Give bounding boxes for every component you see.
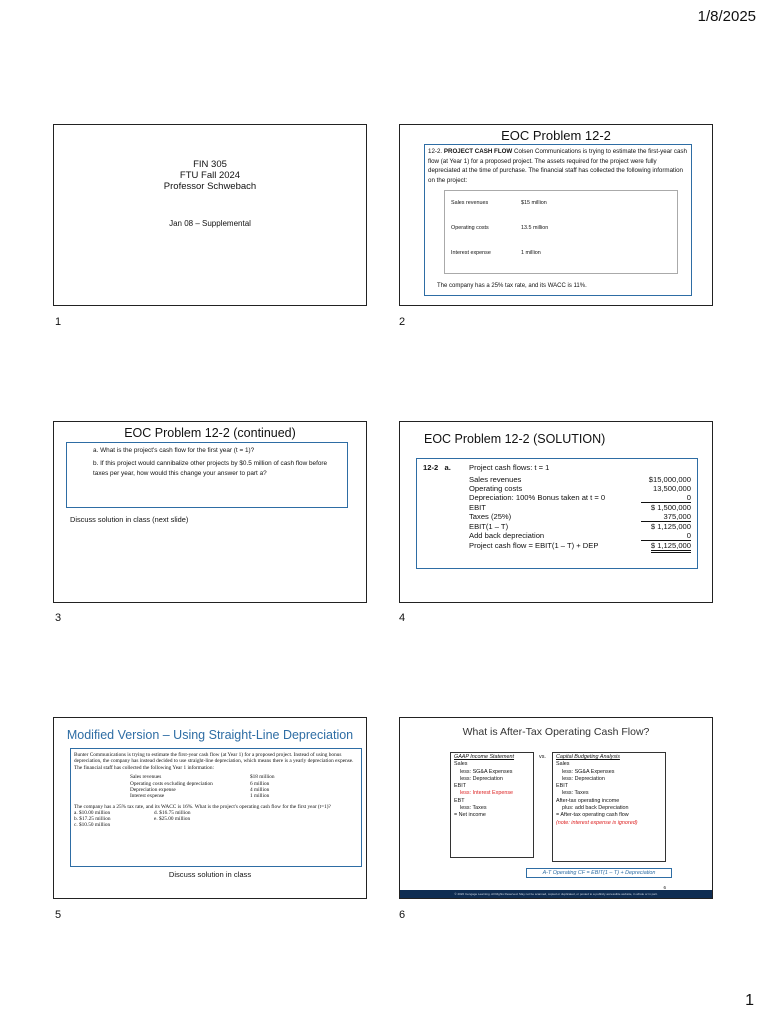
- project-info-table: [444, 190, 678, 274]
- cap-line: After-tax operating income: [556, 797, 620, 804]
- cap-line: = After-tax operating cash flow: [556, 812, 629, 819]
- solution-heading-text: Project cash flows: t = 1: [469, 463, 550, 472]
- problem-intro: Bunter Communications is trying to estimate the first-year cash flow (at Year 1) for a proposed project. Instead of using bonus depreciation, the company has instead decided to use straight-line depreciation, which means there is a yearly depreciation expense. The financial staff has collected the following Year 1 information:: [74, 752, 354, 771]
- gaap-line: = Net income: [454, 812, 486, 819]
- solution-row-value: 0: [641, 531, 691, 541]
- info-row: Operating costs excluding depreciation 6 million: [130, 780, 270, 787]
- slide-2[interactable]: [399, 124, 713, 306]
- cap-line: plus: add back Depreciation: [562, 805, 629, 812]
- discuss-note: Discuss solution in class: [168, 870, 252, 879]
- solution-row-label: Project cash flow = EBIT(1 – T) + DEP: [469, 541, 599, 550]
- discuss-note: Discuss solution in class (next slide): [70, 515, 189, 524]
- print-date: 1/8/2025: [697, 8, 756, 25]
- capital-budgeting-analysis: [552, 752, 666, 862]
- slide-number: 3: [55, 612, 62, 624]
- slide-5[interactable]: [53, 717, 367, 899]
- question-a: a. What is the project's cash flow for the first year (t = 1)?: [93, 447, 255, 454]
- solution-row-value: $15,000,000: [648, 475, 691, 484]
- copyright-bar: © 2020 Cengage Learning. All Rights Reserved. May not be scanned, copied or duplicated, or posted to a publicly accessible website, in whole or in part.: [400, 890, 712, 898]
- solution-row-label: EBIT: [469, 503, 486, 512]
- slide-6[interactable]: [399, 717, 713, 899]
- gaap-line: EBT: [454, 797, 465, 804]
- solution-row-label: Taxes (25%): [469, 512, 512, 521]
- gaap-header: GAAP Income Statement: [454, 754, 515, 760]
- slide-number: 2: [399, 316, 406, 328]
- solution-heading: 12-2 a.: [423, 463, 451, 472]
- slide-subtitle: Jan 08 – Supplemental: [169, 219, 251, 228]
- gaap-income-statement: [450, 752, 534, 858]
- problem-heading: PROJECT CASH FLOW: [443, 148, 513, 155]
- solution-row-value: 13,500,000: [652, 484, 691, 493]
- page-number: 1: [745, 992, 754, 1009]
- slide-title: Modified Version – Using Straight-Line Depreciation: [66, 728, 354, 742]
- gaap-line: EBIT: [454, 783, 466, 790]
- professor-name: Professor Schwebach: [163, 181, 257, 192]
- gaap-line: less: SG&A Expenses: [460, 768, 513, 775]
- slide-title: EOC Problem 12-2 (continued): [124, 426, 296, 440]
- slide-3[interactable]: [53, 421, 367, 603]
- gaap-line: less: Depreciation: [460, 775, 503, 782]
- project-info-table: [130, 774, 358, 800]
- tax-rate-note: The company has a 25% tax rate, and its WACC is 11%.: [437, 283, 587, 290]
- solution-row-label: Depreciation: 100% Bonus taken at t = 0: [469, 493, 606, 502]
- cap-line: Sales: [556, 761, 570, 768]
- slide-number: 1: [55, 316, 62, 328]
- solution-row-label: Sales revenues: [469, 475, 522, 484]
- solution-row-value: $ 1,125,000: [651, 541, 691, 553]
- info-row: Interest expense 1 million: [451, 250, 541, 257]
- inner-page-number: 6: [663, 885, 666, 890]
- course-code: FIN 305: [193, 159, 227, 170]
- slide-title: EOC Problem 12-2: [501, 128, 611, 143]
- cap-header: Capital Budgeting Analysis: [556, 754, 620, 760]
- problem-box: [70, 748, 362, 867]
- question-b: b. If this project would cannibalize other projects by $0.5 million of cash flow before taxes per year, how would this change your answer to part a?: [93, 460, 328, 477]
- solution-row-value: $ 1,500,000: [650, 503, 691, 512]
- solution-row-label: Operating costs: [469, 484, 523, 493]
- questions-box: [66, 442, 348, 508]
- solution-row-label: EBIT(1 – T): [469, 522, 509, 531]
- cap-line: less: SG&A Expenses: [562, 768, 615, 775]
- cap-line: EBIT: [556, 783, 568, 790]
- cap-note: (note: interest expense is ignored): [556, 819, 638, 826]
- slide-1[interactable]: [53, 124, 367, 306]
- slide-number: 5: [55, 909, 62, 921]
- answer-choice[interactable]: d. $16.75 million: [154, 810, 191, 817]
- slide-number: 6: [399, 909, 406, 921]
- slide-title: EOC Problem 12-2 (SOLUTION): [424, 432, 606, 446]
- info-row: Operating costs 13.5 million: [451, 225, 549, 232]
- formula-box: A-T Operating CF = EBIT(1 – T) + Depreciation: [526, 868, 672, 878]
- answer-choice[interactable]: e. $25.00 million: [154, 816, 191, 823]
- slide-4[interactable]: [399, 421, 713, 603]
- answer-choice[interactable]: a. $10.00 million: [74, 810, 111, 817]
- info-row: Sales revenues $15 million: [451, 200, 547, 207]
- gaap-line: less: Taxes: [460, 805, 487, 812]
- answer-choice[interactable]: b. $17.25 million: [74, 816, 111, 823]
- cap-line: less: Taxes: [562, 790, 589, 797]
- answer-choices: [74, 810, 358, 829]
- problem-box: [424, 144, 692, 296]
- info-row: Interest expense 1 million: [130, 793, 270, 800]
- slide-number: 4: [399, 612, 406, 624]
- gaap-line: less: Interest Expense: [460, 790, 514, 797]
- answer-choice[interactable]: c. $10.50 million: [74, 822, 111, 829]
- solution-row-value: 0: [641, 493, 691, 503]
- solution-box: [416, 458, 698, 569]
- solution-row-value: 375,000: [641, 512, 691, 522]
- course-info: [54, 159, 366, 192]
- solution-row-value: $ 1,125,000: [650, 522, 691, 531]
- vs-label: vs.: [539, 754, 546, 760]
- cap-line: less: Depreciation: [562, 775, 605, 782]
- slide-title: What is After-Tax Operating Cash Flow?: [462, 726, 650, 738]
- solution-row-label: Add back depreciation: [469, 531, 545, 540]
- course-term: FTU Fall 2024: [179, 170, 241, 181]
- info-row: Sales revenues $18 million: [130, 774, 275, 781]
- gaap-line: Sales: [454, 761, 468, 768]
- info-row: Depreciation expense 4 million: [130, 787, 270, 793]
- problem-question: The company has a 25% tax rate, and its WACC is 16%. What is the project's operating cash flow for the first year (t=1)?: [74, 803, 331, 810]
- problem-text: 12-2. PROJECT CASH FLOW Colsen Communications is trying to estimate the first-year cash flow (at Year 1) for a proposed project. The assets required for the project were fully depreciated at the time of purchase. The financial staff has collected the following information on the project:: [428, 148, 687, 184]
